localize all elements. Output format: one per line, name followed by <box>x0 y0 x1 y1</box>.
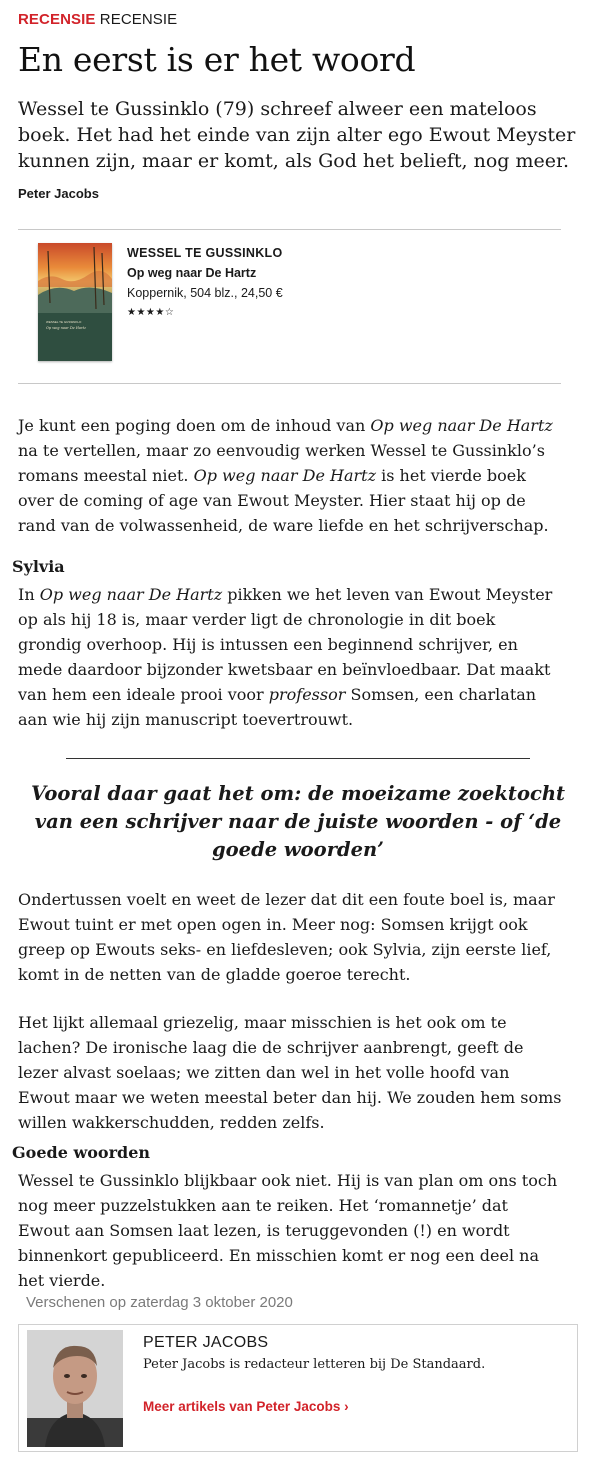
star-rating: ★★★★☆ <box>127 307 175 318</box>
kicker-label[interactable]: RECENSIE <box>18 11 96 28</box>
pull-quote: Vooral daar gaat het om: de moeizame zoektocht van een schrijver naar de juiste woorden - of ‘de goede woorden’ <box>30 782 566 861</box>
paragraph-ondertussen: Ondertussen voelt en weet de lezer dat dit een foute boel is, maar Ewout tuint er met open ogen in. Meer nog: Somsen krijgt ook greep op Ewouts seks- en liefdesleven; ook Sylvia, zijn eerste lief, komt in de netten van de gladde goeroe terecht. <box>18 890 555 984</box>
paragraph-sylvia: In Op weg naar De Hartz pikken we het leven van Ewout Meyster op als hij 18 is, maar verder ligt de chronologie in dit boek grondig overhoop. Hij is intussen een beginnend schrijver, en mede daardoor bijzonder kwetsbaar en beïnvloedbaar. Dat maakt van hem een ideale prooi voor professor Somsen, een charlatan aan wie hij zijn manuscript toevertrouwt. <box>18 585 553 729</box>
author-bio: Peter Jacobs is redacteur letteren bij De Standaard. <box>143 1357 486 1372</box>
cover-title-text: Op weg naar De Hartz <box>46 326 86 330</box>
divider-bottom <box>18 383 561 384</box>
cover-author-text: WESSEL TE GUSSINKLO <box>46 320 82 324</box>
section-kicker <box>18 11 177 28</box>
book-meta <box>127 243 283 323</box>
paragraph-goede-woorden: Wessel te Gussinklo blijkbaar ook niet. Hij is van plan om ons toch nog meer puzzelstukken aan te reiken. Het ‘romannetje’ dat Ewout aan Somsen laat lezen, is teruggevonden (!) en wordt binnenkort gepubliceerd. En misschien komt er nog een deel na het vierde. <box>18 1171 558 1290</box>
author-byline[interactable]: Peter Jacobs <box>18 186 99 201</box>
book-cover-image <box>38 243 112 361</box>
author-photo <box>27 1330 123 1447</box>
quote-divider <box>66 758 530 759</box>
article-title: En eerst is er het woord <box>18 40 416 79</box>
kicker-category: RECENSIE <box>99 11 178 28</box>
article-lede: Wessel te Gussinklo (79) schreef alweer een mateloos boek. Het had het einde van zijn alter ego Ewout Meyster kunnen zijn, maar er komt, als God het belieft, nog meer. <box>18 98 576 172</box>
publication-date: Verschenen op zaterdag 3 oktober 2020 <box>26 1294 293 1311</box>
author-name[interactable]: PETER JACOBS <box>143 1334 269 1351</box>
book-details: Koppernik, 504 blz., 24,50 € <box>127 286 283 300</box>
book-author: WESSEL TE GUSSINKLO <box>127 246 283 260</box>
author-card <box>18 1324 578 1452</box>
paragraph-intro: Je kunt een poging doen om de inhoud van Op weg naar De Hartz na te vertellen, maar zo eenvoudig werken Wessel te Gussinklo’s romans meestal niet. Op weg naar De Hartz is het vierde boek over de coming of age van Ewout Meyster. Hier staat hij op de rand van de volwassenheid, de ware liefde en het schrijverschap. <box>18 416 553 535</box>
subheading-goede-woorden: Goede woorden <box>12 1143 150 1162</box>
subheading-sylvia: Sylvia <box>12 557 65 576</box>
more-articles-link[interactable]: Meer artikels van Peter Jacobs › <box>143 1399 349 1414</box>
book-info-box <box>18 230 561 383</box>
paragraph-griezelig: Het lijkt allemaal griezelig, maar misschien is het ook om te lachen? De ironische laag die de schrijver aanbrengt, geeft de lezer alvast soelaas; we zitten dan wel in het volle hoofd van Ewout maar we weten meestal beter dan hij. We zouden hem soms willen wakkerschudden, redden zelfs. <box>18 1013 562 1132</box>
book-title: Op weg naar De Hartz <box>127 266 257 280</box>
